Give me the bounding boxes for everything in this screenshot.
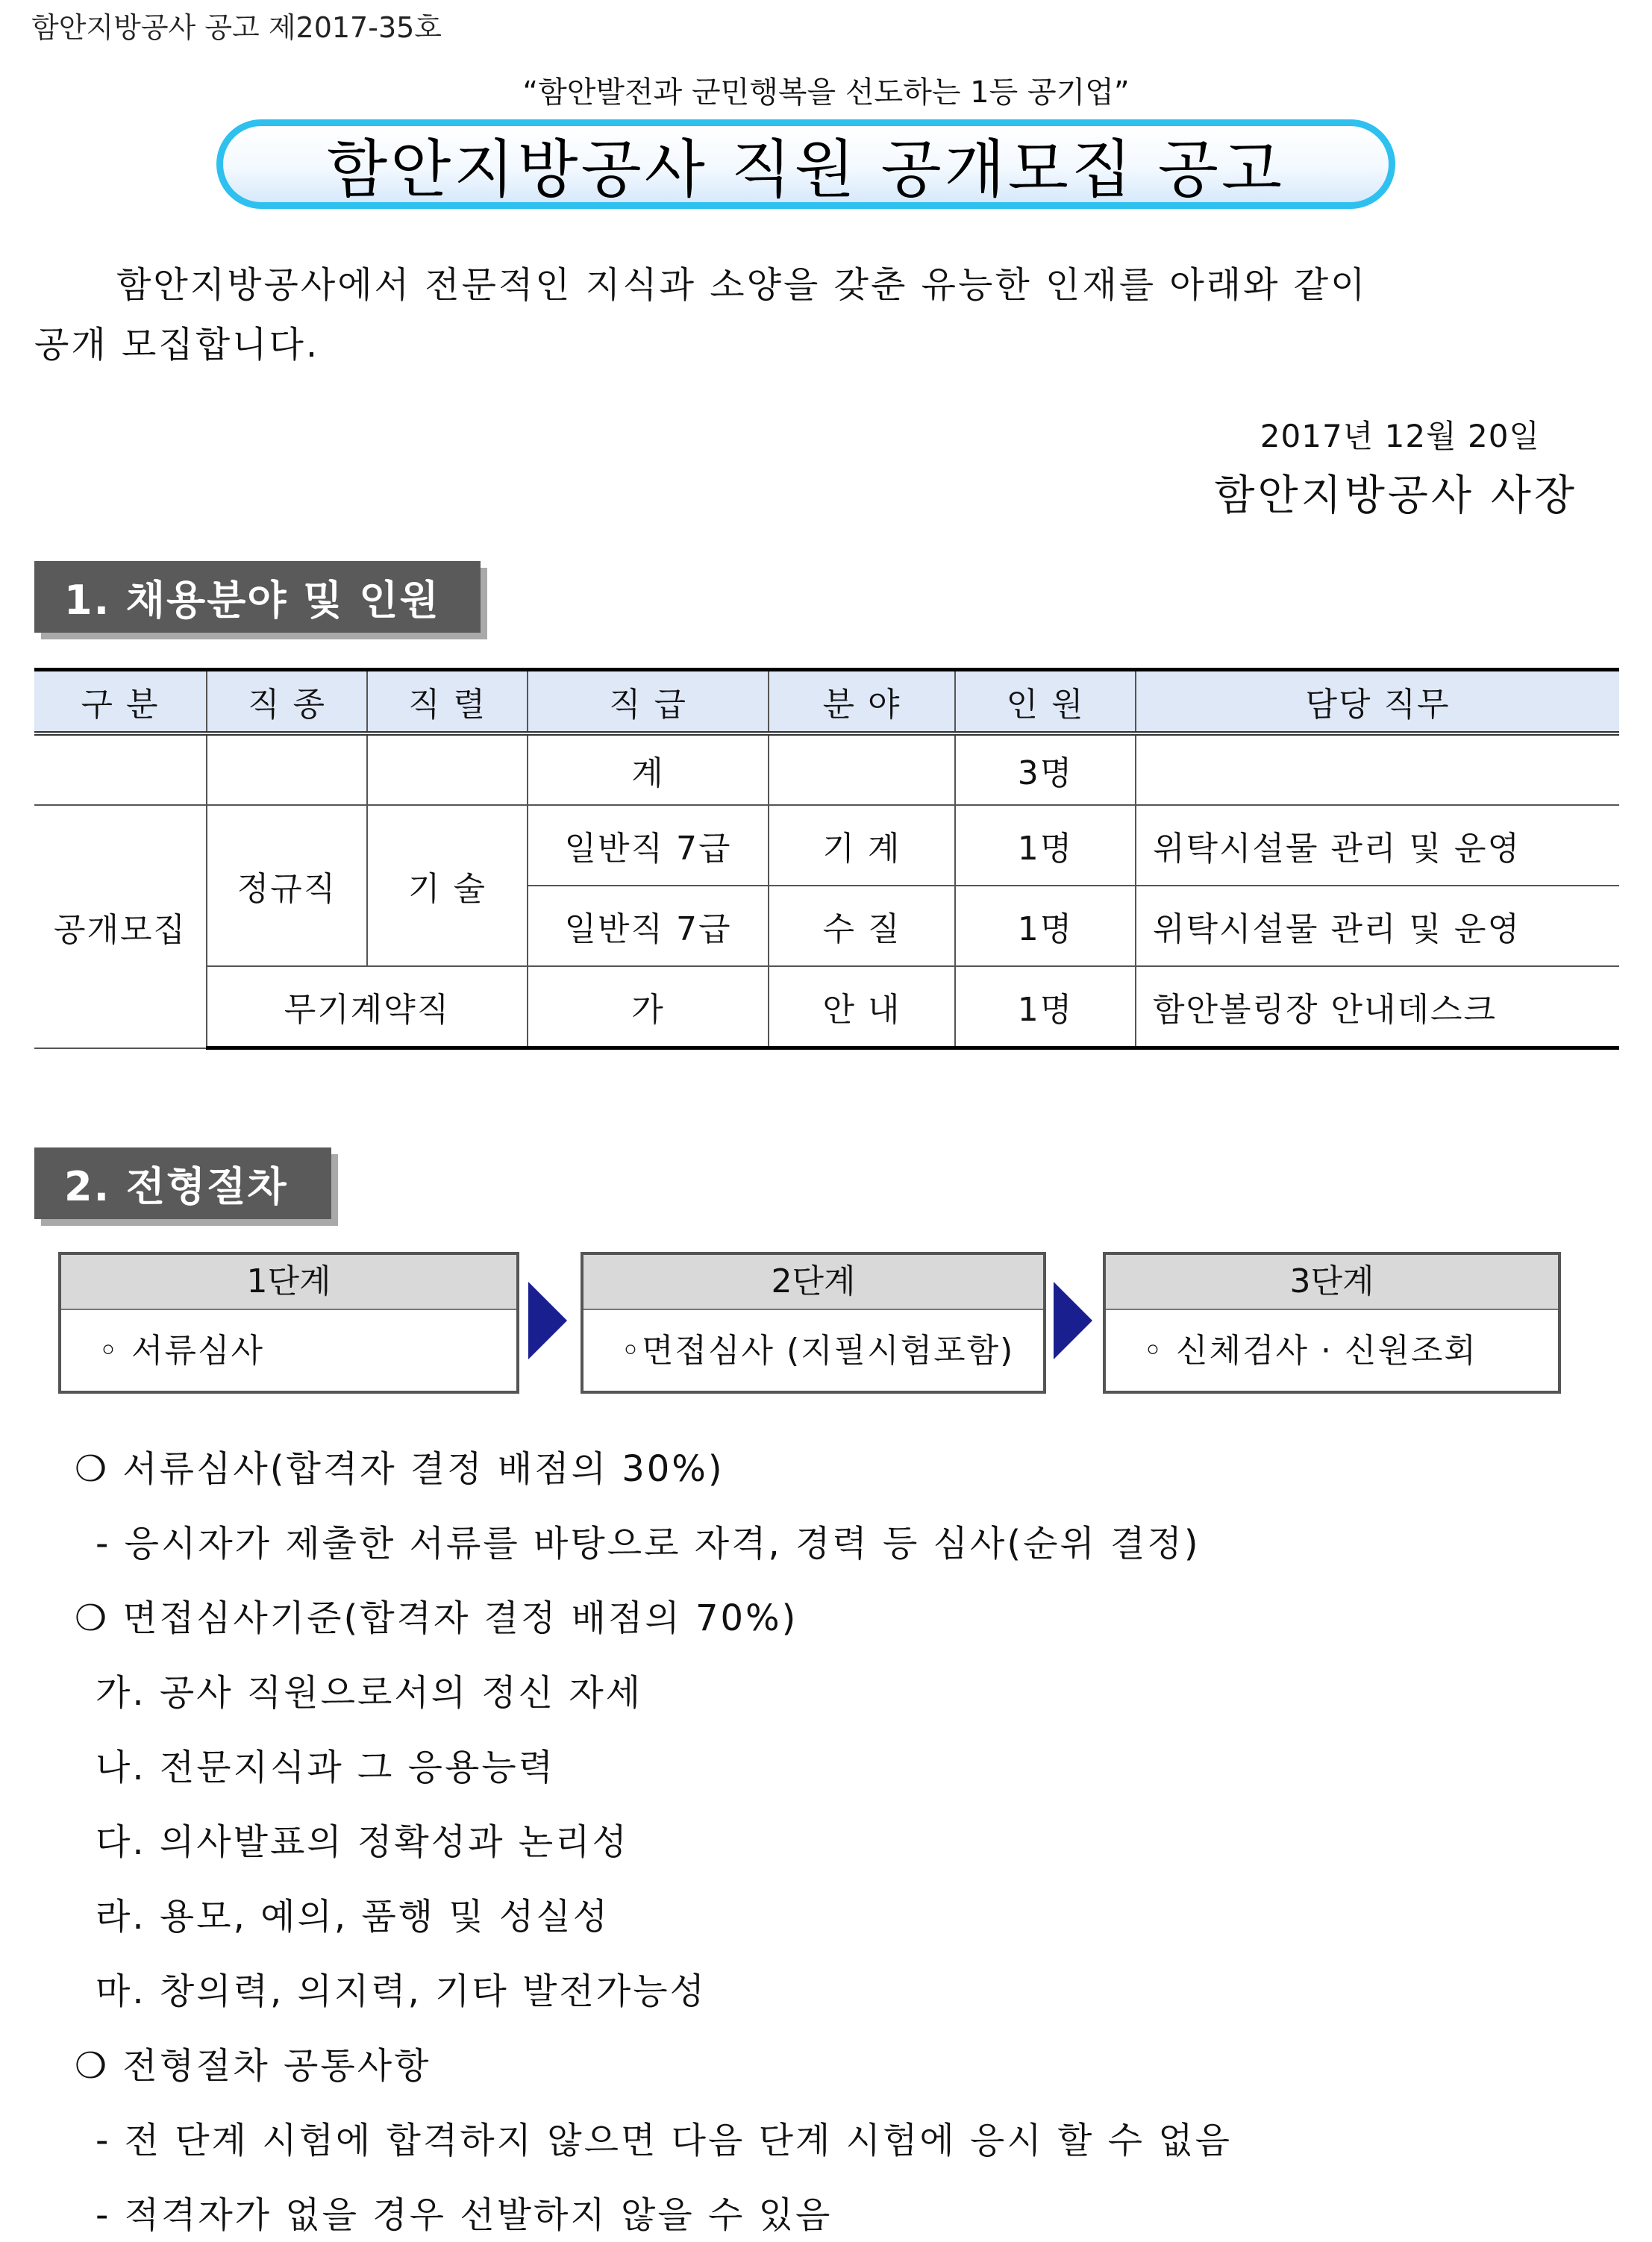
- table-row-total: [34, 733, 1619, 805]
- stage-body: ◦ 신체검사 · 신원조회: [1143, 1332, 1477, 1370]
- grade-cell: 일반직 7급: [528, 805, 769, 886]
- count-cell: 1명: [955, 966, 1136, 1048]
- page-title: 함안지방공사 직원 공개모집 공고: [326, 132, 1286, 206]
- procedure-line: 나. 전문지식과 그 응용능력: [96, 1747, 556, 1788]
- stage-body: ◦면접심사 (지필시험포함): [621, 1332, 1015, 1370]
- field-cell: 수 질: [769, 886, 955, 966]
- intro-line-1: 함안지방공사에서 전문적인 지식과 소양을 갖춘 유능한 인재를 아래와 같이: [116, 264, 1368, 306]
- total-label: 계: [528, 733, 769, 805]
- section-heading-positions: [34, 561, 481, 633]
- tech-cell: 기 술: [367, 805, 528, 966]
- table-cell: [769, 733, 955, 805]
- arrow-right-icon: [528, 1282, 567, 1359]
- stage-body: ◦ 서류심사: [98, 1332, 264, 1370]
- header-job-series: 직 렬: [367, 670, 528, 734]
- field-cell: 기 계: [769, 805, 955, 886]
- table-cell: [1136, 733, 1619, 805]
- procedure-line: ❍ 면접심사기준(합격자 결정 배점의 70%): [75, 1597, 798, 1639]
- arrow-right-icon: [1054, 1282, 1092, 1359]
- header-category: 구 분: [34, 670, 207, 734]
- table-cell: [34, 733, 207, 805]
- procedure-line: 라. 용모, 예의, 품행 및 성실성: [96, 1896, 610, 1938]
- stage-head: 2단계: [583, 1255, 1043, 1310]
- header-job-type: 직 종: [207, 670, 367, 734]
- regular-cell: 정규직: [207, 805, 367, 966]
- header-headcount: 인 원: [955, 670, 1136, 734]
- table-cell: [367, 733, 528, 805]
- procedure-line: - 적격자가 없을 경우 선발하지 않을 수 있음: [96, 2194, 833, 2236]
- table-row: [34, 805, 1619, 886]
- procedure-line: 가. 공사 직원으로서의 정신 자세: [96, 1672, 643, 1714]
- header-grade: 직 급: [528, 670, 769, 734]
- title-banner: [216, 119, 1395, 209]
- procedure-line: ❍ 전형절차 공통사항: [75, 2045, 431, 2087]
- duty-cell: 위탁시설물 관리 및 운영: [1136, 886, 1619, 966]
- procedure-line: - 응시자가 제출한 서류를 바탕으로 자격, 경력 등 심사(순위 결정): [96, 1523, 1201, 1565]
- procedure-line: ❍ 서류심사(합격자 결정 배점의 30%): [75, 1448, 725, 1490]
- procedure-line: 마. 창의력, 의지력, 기타 발전가능성: [96, 1970, 707, 2012]
- section-heading-label: 2. 전형절차: [64, 1162, 288, 1210]
- procedure-line: 다. 의사발표의 정확성과 논리성: [96, 1821, 629, 1863]
- stage-box-3: [1103, 1252, 1561, 1394]
- stage-head: 1단계: [61, 1255, 516, 1310]
- notice-number: 함안지방공사 공고 제2017-35호: [31, 11, 442, 44]
- issuer: 함안지방공사 사장: [1214, 472, 1577, 520]
- duty-cell: 위탁시설물 관리 및 운영: [1136, 805, 1619, 886]
- total-count: 3명: [955, 733, 1136, 805]
- section-heading-procedure: [34, 1147, 331, 1219]
- duty-cell: 함안볼링장 안내데스크: [1136, 966, 1619, 1048]
- stage-box-2: [581, 1252, 1046, 1394]
- table-header-row: [34, 670, 1619, 734]
- header-duty: 담당 직무: [1136, 670, 1619, 734]
- count-cell: 1명: [955, 886, 1136, 966]
- recruitment-table: [34, 668, 1619, 1050]
- procedure-line: - 전 단계 시험에 합격하지 않으면 다음 단계 시험에 응시 할 수 없음: [96, 2120, 1232, 2161]
- count-cell: 1명: [955, 805, 1136, 886]
- stage-box-1: [58, 1252, 519, 1394]
- stage-head: 3단계: [1106, 1255, 1558, 1310]
- field-cell: 안 내: [769, 966, 955, 1048]
- intro-line-2: 공개 모집합니다.: [34, 324, 320, 366]
- grade-cell: 가: [528, 966, 769, 1048]
- notice-date: 2017년 12월 20일: [1260, 418, 1540, 454]
- slogan: “함안발전과 군민행복을 선도하는 1등 공기업”: [522, 75, 1130, 110]
- grade-cell: 일반직 7급: [528, 886, 769, 966]
- header-field: 분 야: [769, 670, 955, 734]
- category-cell: 공개모집: [34, 805, 207, 1048]
- indefinite-type-cell: 무기계약직: [207, 966, 528, 1048]
- intro-paragraph: [34, 255, 1556, 375]
- section-heading-label: 1. 채용분야 및 인원: [64, 576, 440, 624]
- table-row: [34, 966, 1619, 1048]
- table-cell: [207, 733, 367, 805]
